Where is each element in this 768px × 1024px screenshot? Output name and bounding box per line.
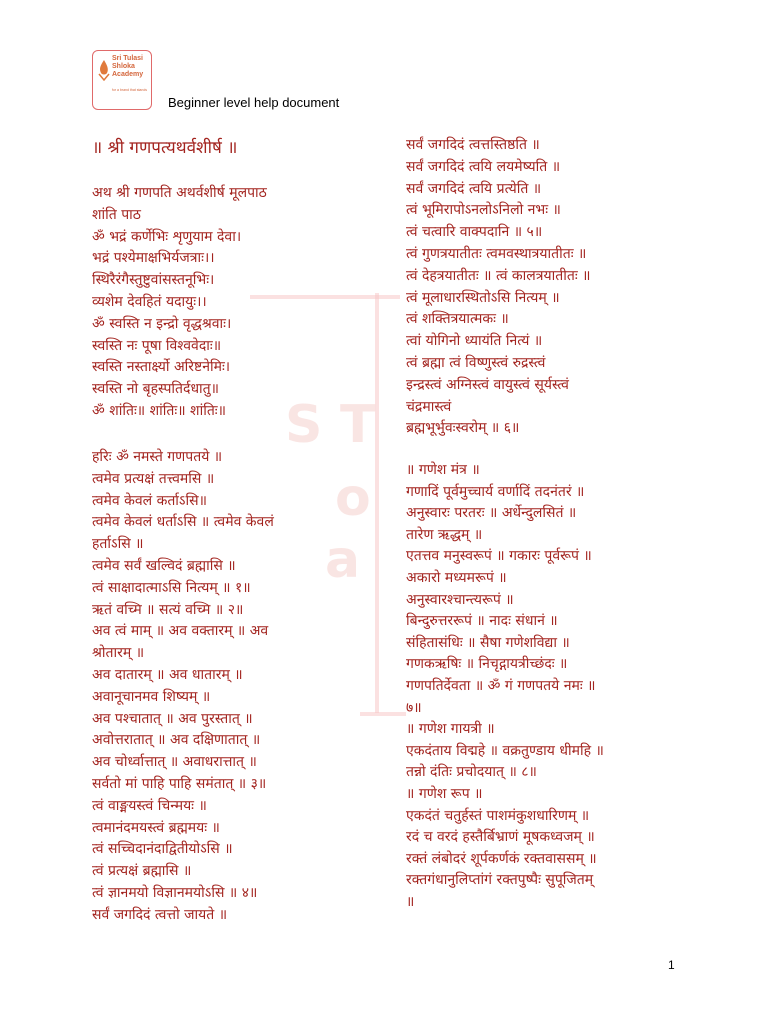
document-title: ॥ श्री गणपत्यथर्वशीर्ष ॥ [92,138,238,158]
right-verse-line: ॥ [406,894,415,910]
left-verse-line: शांति पाठ [92,206,141,223]
right-verse-line: इन्द्रस्त्वं अग्निस्त्वं वायुस्त्वं सूर्यस्त्वं [406,376,569,393]
left-verse-line: व्यशेम देवहितं यदायुः।। [92,294,207,310]
right-verse-line: सर्वं जगदिदं त्वयि लयमेष्यति ॥ [406,158,561,175]
right-verse-line: एतत्तव मनुस्वरूपं ॥ गकारः पूर्वरूपं ॥ [406,548,592,565]
right-verse-line: ७॥ [406,699,422,716]
right-verse-line: ॥ गणेश मंत्र ॥ [406,462,480,478]
left-verse-line: ॐ स्वस्ति न इन्द्रो वृद्धश्रवाः। [92,315,232,332]
left-verse-line: त्वमेव प्रत्यक्षं तत्त्वमसि ॥ [92,470,215,487]
right-verse-line: रक्तं लंबोदरं शूर्पकर्णकं रक्तवाससम् ॥ [406,850,597,867]
logo-line-3: Academy [112,71,144,78]
left-verse-line: भद्रं पश्येमाक्षभिर्यजत्राः।। [92,250,215,267]
right-verse-line: रक्तगंधानुलिप्तांगं रक्तपुष्पैः सुपूजितम् [406,872,594,889]
right-verse-line: तारेण ऋद्धम् ॥ [406,526,483,543]
right-verse-line: त्वं गुणत्रयातीतः त्वमवस्थात्रयातीतः ॥ [406,246,587,262]
right-verse-line: संहितासंधिः ॥ सैषा गणेशविद्या ॥ [406,634,570,651]
left-verse-line: स्थिरैरंगैस्तुष्टुवांसस्तनूभिः। [92,272,215,289]
right-verse-line: बिन्दुरुत्तररूपं ॥ नादः संधानं ॥ [406,613,558,630]
left-verse-line: स्वस्ति नो बृहस्पतिर्दधातु॥ [92,381,220,398]
right-verse-line: सर्वं जगदिदं त्वयि प्रत्येति ॥ [406,180,542,197]
right-verse-line: त्वं शक्तित्रयात्मकः ॥ [406,311,509,328]
left-verse-line: त्वं वाङ्मयस्त्वं चिन्मयः ॥ [92,797,207,814]
right-verse-line: त्वं मूलाधारस्थितोऽसि नित्यम् ॥ [406,289,560,306]
left-verse-line: श्रोतारम् ॥ [92,645,145,662]
right-verse-line: त्वं चत्वारि वाक्पदानि ॥ ५॥ [406,224,543,241]
left-verse-line: अवानूचानमव शिष्यम् ॥ [92,688,211,705]
logo-line-1: Sri Tulasi [112,55,143,62]
left-verse-line: स्वस्ति नः पूषा विश्ववेदाः॥ [92,337,222,354]
logo-text [112,55,152,79]
left-verse-line: त्वमानंदमयस्त्वं ब्रह्ममयः ॥ [92,819,220,836]
right-verse-line: तन्नो दंतिः प्रचोदयात् ॥ ८॥ [406,764,537,781]
right-verse-line: रदं च वरदं हस्तैर्बिभ्राणं मूषकध्वजम् ॥ [406,829,595,846]
right-verse-line: गणपतिर्देवता ॥ ॐ गं गणपतये नमः ॥ [406,678,596,694]
left-verse-line: त्वं प्रत्यक्षं ब्रह्मासि ॥ [92,863,192,880]
left-verse-line: अव त्वं माम् ॥ अव वक्तारम् ॥ अव [92,623,269,640]
left-verse-line: अव दातारम् ॥ अव धातारम् ॥ [92,667,243,683]
left-verse-line: त्वं साक्षादात्माऽसि नित्यम् ॥ १॥ [92,579,251,596]
left-verse-line: सर्वतो मां पाहि पाहि समंतात् ॥ ३॥ [92,776,267,792]
left-verse-line: अव पश्चातात् ॥ अव पुरस्तात् ॥ [92,710,253,727]
logo-tagline: for a brand that stands [112,88,148,92]
right-verse-line: गणकऋषिः ॥ निचृद्गायत्रीच्छंदः ॥ [406,656,568,673]
page-number: 1 [668,958,675,972]
left-verse-line: अव चोर्ध्वात्तात् ॥ अवाधरात्तात् ॥ [92,754,257,771]
right-verse-line: अनुस्वारः परतरः ॥ अर्धेन्दुलसितं ॥ [406,505,577,522]
document-subtitle: Beginner level help document [168,95,340,110]
left-verse-line: सर्वं जगदिदं त्वत्तो जायते ॥ [92,906,228,923]
right-verse-line: अकारो मध्यमरूपं ॥ [406,570,507,586]
left-verse-line: त्वमेव सर्वं खल्विदं ब्रह्मासि ॥ [92,558,236,574]
logo-line-2: Shloka [112,63,135,70]
right-verse-line: त्वं ब्रह्मा त्वं विष्णुस्त्वं रुद्रस्त्वं [406,355,546,371]
left-verse-line: ॐ भद्रं कर्णेभिः शृणुयाम देवा। [92,228,242,245]
left-verse-line: त्वमेव केवलं धर्ताऽसि ॥ त्वमेव केवलं [92,514,274,531]
academy-logo [92,50,152,110]
right-verse-line: गणादिं पूर्वमुच्चार्य वर्णादिं तदनंतरं ॥ [406,483,585,500]
right-verse-line: एकदंताय विद्महे ॥ वक्रतुण्डाय धीमहि ॥ [406,742,604,759]
right-verse-line: एकदंतं चतुर्हस्तं पाशमंकुशधारिणम् ॥ [406,807,590,824]
right-verse-line: त्वां योगिनो ध्यायंति नित्यं ॥ [406,333,543,350]
left-verse-line: अवोत्तरातात् ॥ अव दक्षिणातात् ॥ [92,732,261,749]
left-verse-line: अथ श्री गणपति अथर्वशीर्ष मूलपाठ [92,185,267,201]
left-verse-line: ऋतं वच्मि ॥ सत्यं वच्मि ॥ २॥ [92,601,244,618]
right-verse-line: त्वं देहत्रयातीतः ॥ त्वं कालत्रयातीतः ॥ [406,267,591,284]
left-verse-line: हरिः ॐ नमस्ते गणपतये ॥ [92,449,223,465]
left-verse-line: त्वमेव केवलं कर्ताऽसि॥ [92,492,207,509]
right-verse-line: ब्रह्मभूर्भुवःस्वरोम् ॥ ६॥ [406,420,520,437]
right-verse-line: त्वं भूमिरापोऽनलोऽनिलो नभः ॥ [406,202,561,219]
right-verse-line: ॥ गणेश रूप ॥ [406,786,483,802]
left-verse-line: त्वं सच्चिदानंदाद्वितीयोऽसि ॥ [92,841,233,858]
right-verse-line: ॥ गणेश गायत्री ॥ [406,721,495,738]
left-verse-line: ॐ शांतिः॥ शांतिः॥ शांतिः॥ [92,403,227,419]
flame-icon [97,59,111,81]
left-verse-line: हर्ताऽसि ॥ [92,536,144,553]
left-verse-line: स्वस्ति नस्तार्क्ष्यो अरिष्टनेमिः। [92,359,231,376]
right-verse-line: अनुस्वारश्चान्त्यरूपं ॥ [406,591,514,608]
left-verse-line: त्वं ज्ञानमयो विज्ञानमयोऽसि ॥ ४॥ [92,885,258,901]
right-verse-line: चंद्रमास्त्वं [406,398,452,415]
right-verse-line: सर्वं जगदिदं त्वत्तस्तिष्ठति ॥ [406,137,540,153]
